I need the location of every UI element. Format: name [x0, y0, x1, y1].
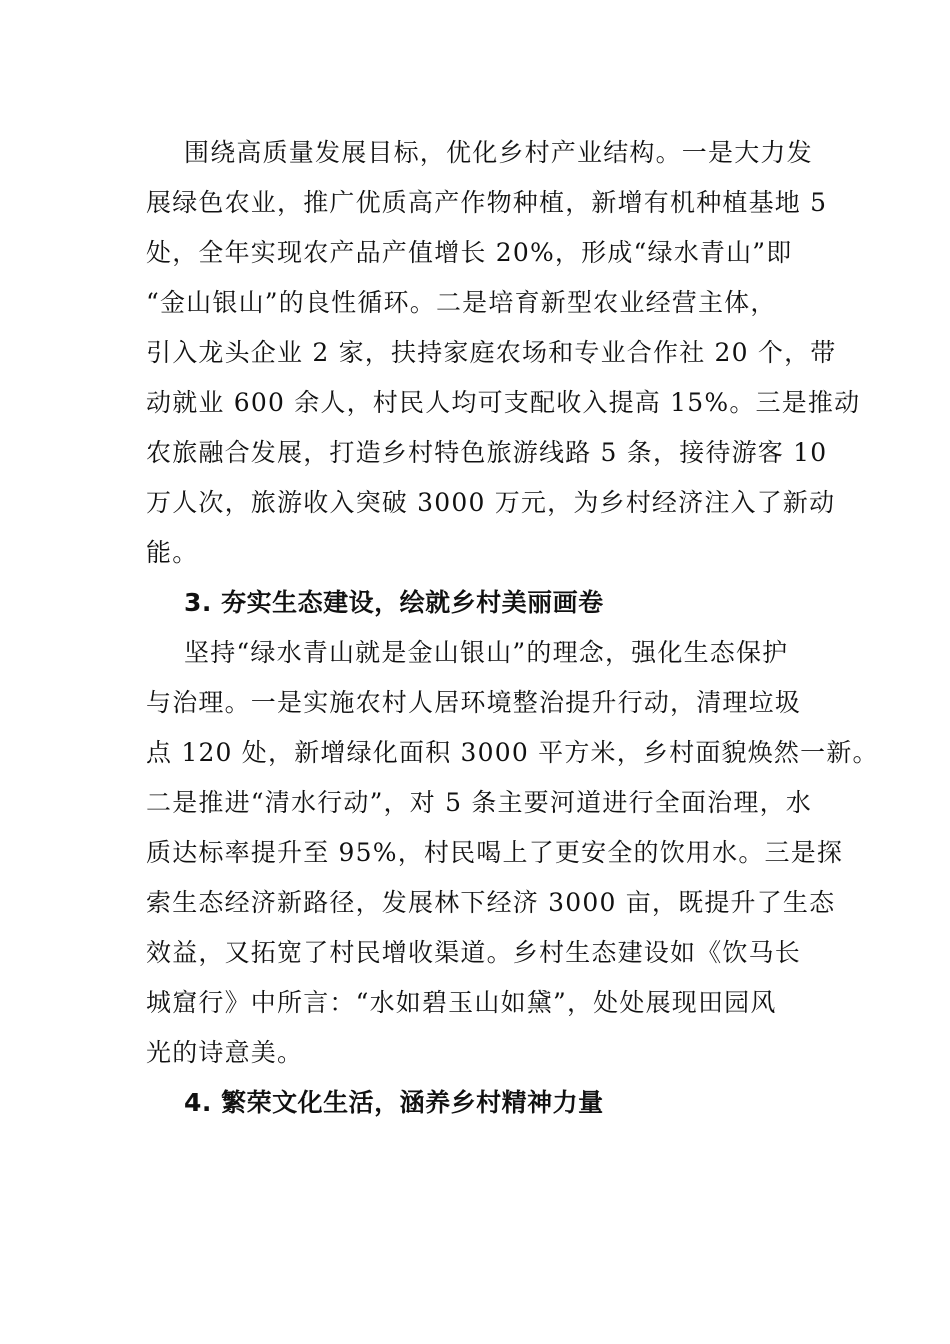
section-heading-3: 3. 夯实生态建设，绘就乡村美丽画卷	[184, 588, 604, 617]
paragraph-line: 坚持“绿水青山就是金山银山”的理念，强化生态保护	[184, 638, 789, 667]
paragraph-line: 万人次，旅游收入突破 3000 万元，为乡村经济注入了新动	[146, 488, 836, 517]
paragraph-line: 城窟行》中所言：“水如碧玉山如黛”，处处展现田园风	[146, 988, 777, 1017]
paragraph-line: 与治理。一是实施农村人居环境整治提升行动，清理垃圾	[146, 688, 802, 717]
paragraph-line: 效益，又拓宽了村民增收渠道。乡村生态建设如《饮马长	[146, 938, 802, 967]
paragraph-line: 二是推进“清水行动”，对 5 条主要河道进行全面治理，水	[146, 788, 812, 817]
section-heading-4: 4. 繁荣文化生活，涵养乡村精神力量	[184, 1088, 604, 1117]
paragraph-line: 能。	[146, 538, 199, 567]
paragraph-line: 农旅融合发展，打造乡村特色旅游线路 5 条，接待游客 10	[146, 438, 828, 467]
paragraph-line: 围绕高质量发展目标，优化乡村产业结构。一是大力发	[184, 138, 813, 167]
paragraph-line: 处，全年实现农产品产值增长 20%，形成“绿水青山”即	[146, 238, 793, 267]
paragraph-line: “金山银山”的良性循环。二是培育新型农业经营主体，	[146, 288, 777, 317]
paragraph-line: 点 120 处，新增绿化面积 3000 平方米，乡村面貌焕然一新。	[146, 738, 879, 767]
paragraph-line: 索生态经济新路径，发展林下经济 3000 亩，既提升了生态	[146, 888, 836, 917]
paragraph-line: 动就业 600 余人，村民人均可支配收入提高 15%。三是推动	[146, 388, 861, 417]
paragraph-line: 引入龙头企业 2 家，扶持家庭农场和专业合作社 20 个，带	[146, 338, 837, 367]
paragraph-line: 展绿色农业，推广优质高产作物种植，新增有机种植基地 5	[146, 188, 828, 217]
paragraph-line: 质达标率提升至 95%，村民喝上了更安全的饮用水。三是探	[146, 838, 844, 867]
paragraph-line: 光的诗意美。	[146, 1038, 304, 1067]
